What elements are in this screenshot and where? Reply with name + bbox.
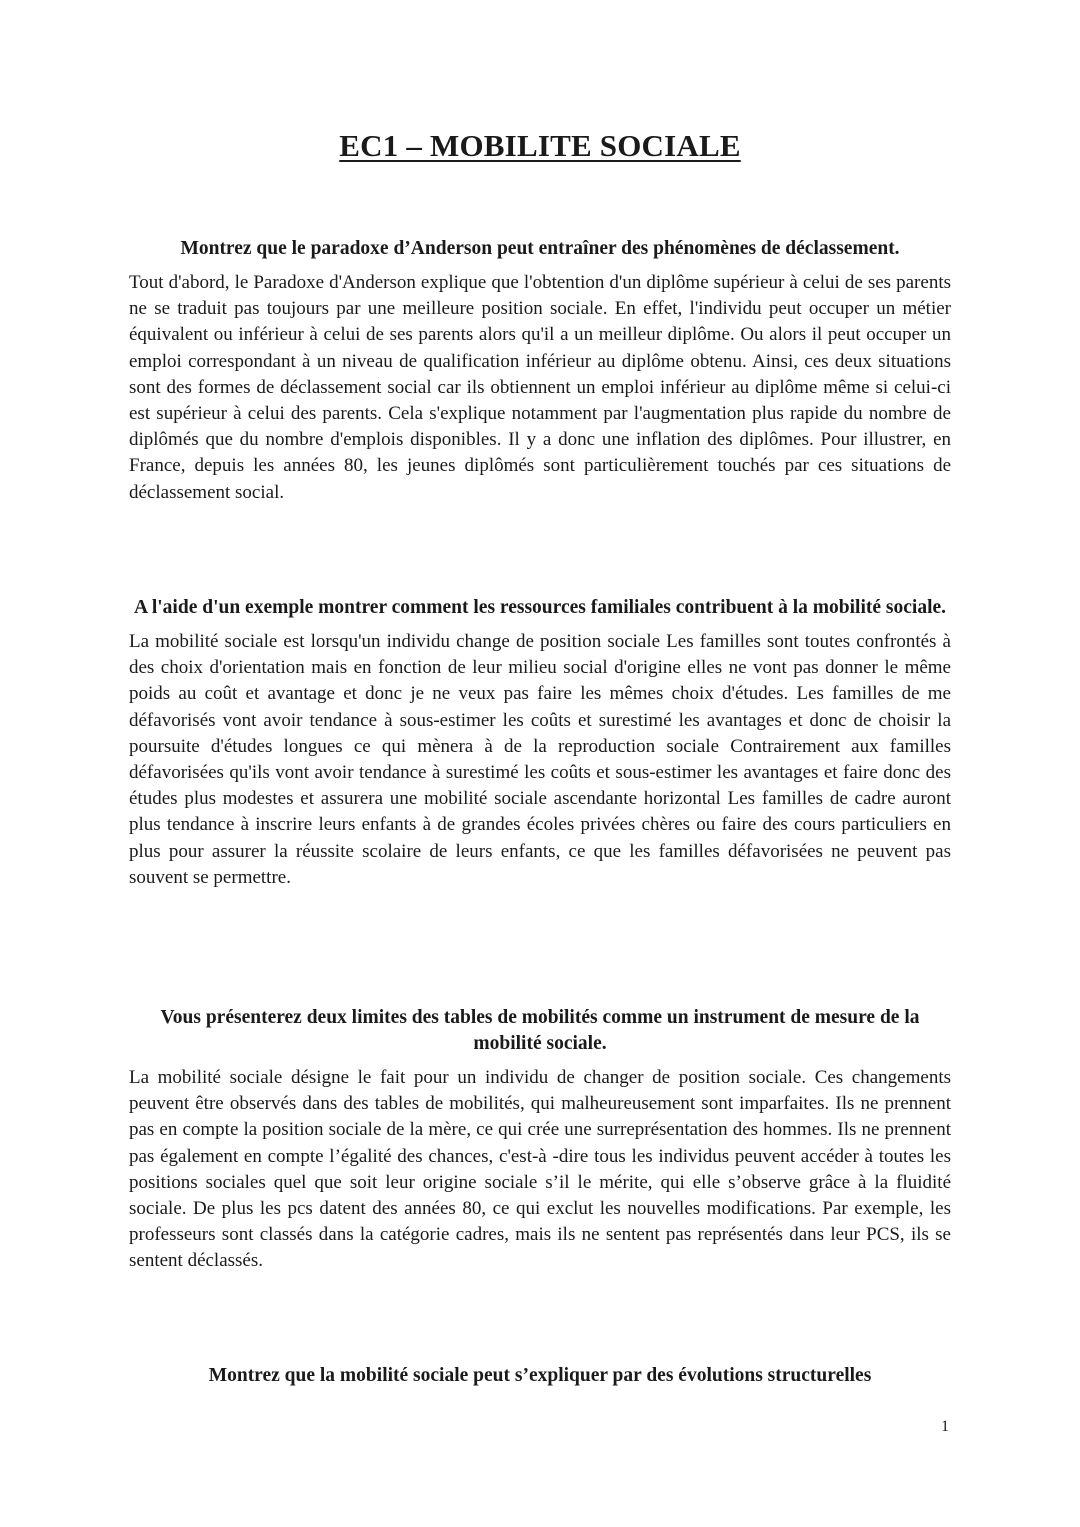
page-number: 1	[941, 1418, 949, 1435]
section-structural-evolutions	[129, 1363, 951, 1397]
question-heading: Montrez que le paradoxe d’Anderson peut entraîner des phénomènes de déclassement.	[180, 238, 900, 259]
answer-paragraph: Tout d'abord, le Paradoxe d'Anderson explique que l'obtention d'un diplôme supérieur à celui de ses parents ne se traduit pas toujours par une meilleure position sociale. En effet, l'individu peut occuper un métier équivalent ou inférieur à celui de ses parents alors qu'il a un meilleur diplôme. Ou alors il peut occuper un emploi correspondant à un niveau de qualification inférieur au diplôme obtenu. Ainsi, ces deux situations sont des formes de déclassement social car ils obtiennent un emploi inférieur au diplôme même si celui-ci est supérieur à celui des parents. Cela s'explique notamment par l'augmentation plus rapide du nombre de diplômés que du nombre d'emplois disponibles. Il y a donc une inflation des diplômes. Pour illustrer, en France, depuis les années 80, les jeunes diplômés sont particulièrement touchés par ces situations de déclassement social.	[129, 272, 951, 503]
section-anderson-paradox	[129, 236, 951, 506]
answer-paragraph: La mobilité sociale désigne le fait pour un individu de changer de position sociale. Ces changements peuvent être observés dans des tables de mobilités, qui malheureusement sont imparfaites. Ils ne prennent pas en compte la position sociale de la mère, ce qui crée une surreprésentation des hommes. Ils ne prennent pas également en compte l’égalité des chances, c'est-à -dire tous les individus peuvent accéder à toutes les positions sociales quel que soit leur origine sociale s’il le mérite, qui elle s’observe grâce à la fluidité sociale. De plus les pcs datent des années 80, ce qui exclut les nouvelles modifications. Par exemple, les professeurs sont classés dans la catégorie cadres, mais ils ne sentent pas représentés dans leur PCS, ils se sentent déclassés.	[129, 1067, 951, 1272]
question-heading: Montrez que la mobilité sociale peut s’expliquer par des évolutions structurelles	[208, 1365, 872, 1386]
document-title: EC1 – MOBILITE SOCIALE	[339, 128, 741, 163]
question-heading: Vous présenterez deux limites des tables de mobilités comme un instrument de mesure de la mobilité sociale.	[160, 1007, 920, 1054]
section-family-resources	[129, 595, 951, 891]
answer-paragraph: La mobilité sociale est lorsqu'un individu change de position sociale Les familles sont toutes confrontés à des choix d'orientation mais en fonction de leur milieu social d'origine elles ne vont pas donner le même poids au coût et avantage et donc je ne veux pas faire les mêmes choix d'études. Les familles de me défavorisés vont avoir tendance à sous-estimer les coûts et surestimé les avantages et donc de choisir la poursuite d'études longues ce qui mènera à de la reproduction sociale Contrairement aux familles défavorisées qu'ils vont avoir tendance à surestimé les coûts et sous-estimer les avantages et faire donc des études plus modestes et assurera une mobilité sociale ascendante horizontal Les familles de cadre auront plus tendance à inscrire leurs enfants à de grandes écoles privées chères ou faire des cours particuliers en plus pour assurer la réussite scolaire de leurs enfants, ce que les familles défavorisées ne peuvent pas souvent se permettre.	[129, 631, 951, 888]
question-heading: A l'aide d'un exemple montrer comment les ressources familiales contribuent à la mobilité sociale.	[133, 597, 947, 618]
section-mobility-tables-limits	[129, 1005, 951, 1275]
